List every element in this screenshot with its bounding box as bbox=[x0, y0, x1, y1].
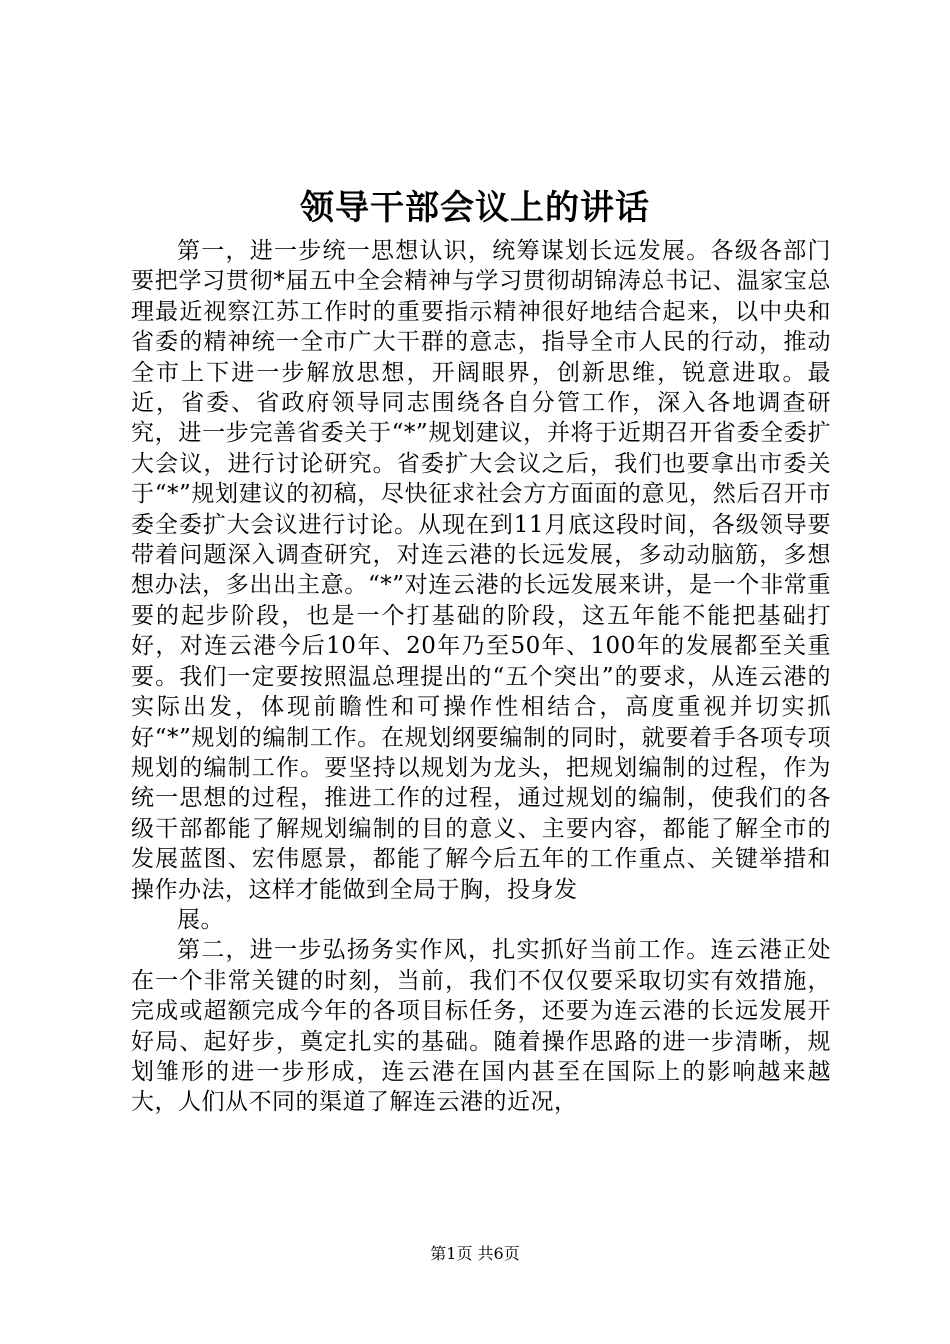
page-footer: 第1页 共6页 bbox=[430, 1244, 520, 1263]
paragraph-2: 第二，进一步弘扬务实作风，扎实抓好当前工作。连云港正处在一个非常关键的时刻，当前，我们不仅仅要采取切实有效措施，完成或超额完成今年的各项目标任务，还要为连云港的长远发展开好局、起好步，奠定扎实的基础。随着操作思路的进一步清晰，规划雏形的进一步形成，连云港在国内甚至在国际上的影响越来越大，人们从不同的渠道了解连云港的近况， bbox=[131, 937, 831, 1116]
paragraph-1: 第一，进一步统一思想认识，统筹谋划长远发展。各级各部门要把学习贯彻*届五中全会精神与学习贯彻胡锦涛总书记、温家宝总理最近视察江苏工作时的重要指示精神很好地结合起来，以中央和省委的精神统一全市广大干群的意志，指导全市人民的行动，推动全市上下进一步解放思想，开阔眼界，创新思维，锐意进取。最近，省委、省政府领导同志围绕各自分管工作，深入各地调查研究，进一步完善省委关于“*”规划建议，并将于近期召开省委全委扩大会议，进行讨论研究。省委扩大会议之后，我们也要拿出市委关于“*”规划建议的初稿，尽快征求社会方方面面的意见，然后召开市委全委扩大会议进行讨论。从现在到11月底这段时间，各级领导要带着问题深入调查研究，对连云港的长远发展，多动动脑筋，多想想办法，多出出主意。“*”对连云港的长远发展来讲，是一个非常重要的起步阶段，也是一个打基础的阶段，这五年能不能把基础打好，对连云港今后10年、20年乃至50年、100年的发展都至关重要。我们一定要按照温总理提出的“五个突出”的要求，从连云港的实际出发，体现前瞻性和可操作性相结合，高度重视并切实抓好“*”规划的编制工作。在规划纲要编制的同时，就要着手各项专项规划的编制工作。要坚持以规划为龙头，把规划编制的过程，作为统一思想的过程，推进工作的过程，通过规划的编制，使我们的各级干部都能了解规划编制的目的意义、主要内容，都能了解全市的发展蓝图、宏伟愿景，都能了解今后五年的工作重点、关键举措和操作办法，这样才能做到全局于胸，投身发 bbox=[131, 238, 831, 903]
document-title: 领导干部会议上的讲话 bbox=[300, 188, 650, 228]
paragraph-1-continuation: 展。 bbox=[177, 906, 224, 933]
document-body bbox=[131, 236, 831, 1118]
